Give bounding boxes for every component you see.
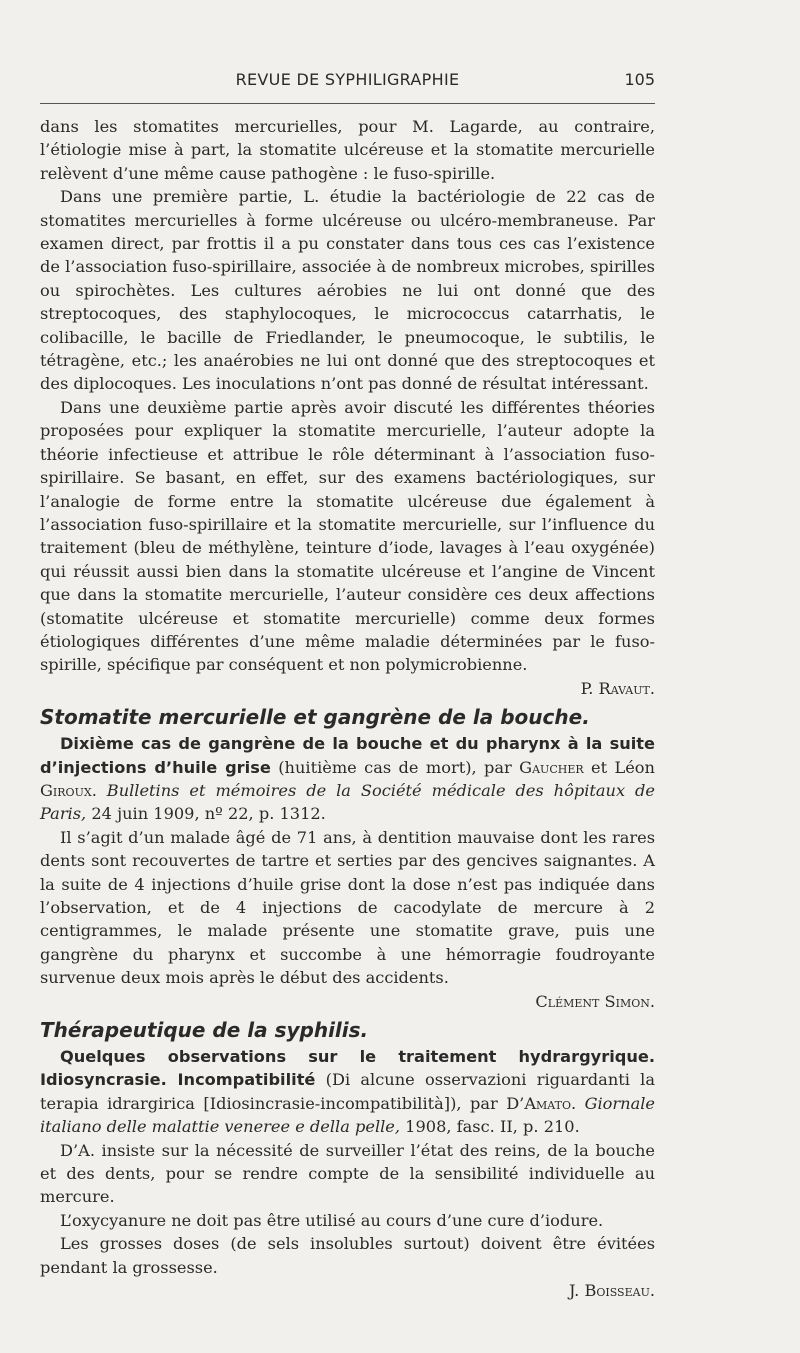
paragraph: Dans une première partie, L. étudie la bactériologie de 22 cas de stomatites mercurielles à forme ulcéreuse ou ulcéro-membraneuse. Par examen direct, par frottis il a pu constater dans tous ces cas l’existence de l’association fuso-spirillaire, associée à de nombreux microbes, spirilles ou spirochètes. Les cultures aérobies ne lui ont donné que des streptocoques, des staphylocoques, le micrococcus catarrhatis, le colibacille, le bacille de Friedlander, le pneumocoque, le subtilis, le tétragène, etc.; les anaérobies ne lui ont donné que des streptocoques et des diplocoques. Les inoculations n’ont pas donné de résultat intéressant. xyxy=(40,187,655,394)
paragraph-text: Les grosses doses (de sels insolubles surtout) doivent être évitées pendant la grossesse. xyxy=(40,1234,655,1277)
reference-note: (huitième cas de mort), par xyxy=(270,757,520,777)
page-body xyxy=(40,115,655,1303)
paragraph-text: Dans une deuxième partie après avoir discuté les différentes théories proposées pour expliquer la stomatite mercurielle, l’auteur adopte la théorie infectieuse et attribue le rôle déterminant à l’association fuso-spirillaire. Se basant, en effet, sur des examens bactériologiques, sur l’analogie de forme entre la stomatite ulcéreuse due également à l’association fuso-spirillaire et la stomatite mercurielle, sur l’influence du traitement (bleu de méthylène, teinture d’iode, lavages à l’eau oxygénée) qui réussit aussi bien dans la stomatite ulcéreuse et l’angine de Vincent que dans la stomatite mercurielle, l’auteur considère ces deux affections (stomatite ulcéreuse et stomatite mercurielle) comme deux formes étiologiques différentes d’une même maladie déterminées par le fuso-spirille, spécifique par conséquent et non polymicrobienne. xyxy=(40,397,655,675)
author-name: Giroux xyxy=(40,780,92,800)
header-rule xyxy=(40,103,655,104)
paragraph: L’oxycyanure ne doit pas être utilisé au cours d’une cure d’iodure. xyxy=(60,1210,604,1230)
running-header xyxy=(40,66,655,94)
reference-entry xyxy=(40,732,655,826)
reference-note: (Di alcune osservazioni riguardanti la terapia idrargirica [Idiosincrasie-incompatibilità]), par D’ xyxy=(40,1070,655,1113)
section-title: Stomatite mercurielle et gangrène de la bouche. xyxy=(40,705,590,730)
signature: J. Boisseau. xyxy=(568,1281,655,1301)
journal-name: Bulletins et mémoires de la Société médicale des hôpitaux de Paris, xyxy=(40,780,655,824)
journal-name: Giornale italiano delle malattie veneree e della pelle, xyxy=(40,1093,655,1137)
paragraph xyxy=(40,396,655,700)
signature: Clément Simon. xyxy=(535,991,655,1011)
reference-title: Dixième cas de gangrène de la bouche et du pharynx à la suite d’injections d’huile grise xyxy=(40,734,655,777)
paragraph xyxy=(40,826,655,1013)
page-number: 105 xyxy=(624,70,655,89)
paragraph: dans les stomatites mercurielles, pour M. Lagarde, au contraire, l’étiologie mise à part, la stomatite ulcéreuse et la stomatite mercurielle relèvent d’une même cause pathogène : le fuso-spirille. xyxy=(40,117,655,183)
paragraph: D’A. insiste sur la nécessité de surveiller l’état des reins, de la bouche et des dents, pour se rendre compte de la sensibilité individuelle au mercure. xyxy=(40,1140,655,1207)
citation: 1908, fasc. II, p. 210. xyxy=(400,1117,580,1137)
paragraph xyxy=(40,1232,655,1302)
citation: 24 juin 1909, nº 22, p. 1312. xyxy=(86,804,326,824)
running-title: REVUE DE SYPHILIGRAPHIE xyxy=(235,70,460,89)
paragraph-text: Il s’agit d’un malade âgé de 71 ans, à dentition mauvaise dont les rares dents sont recouvertes de tartre et serties par des gencives saignantes. A la suite de 4 injections d’huile grise dont la dose n’est pas indiquée dans l’observation, et de 4 injections de cacodylate de mercure à 2 centigrammes, le malade présente une stomatite grave, puis une gangrène du pharynx et succombe à une hémorragie foudroyante survenue deux mois après le début des accidents. xyxy=(40,827,655,988)
section-title: Thérapeutique de la syphilis. xyxy=(40,1018,369,1043)
author-join: et Léon xyxy=(583,757,655,777)
author-name: Amato xyxy=(524,1093,571,1113)
punctuation: . xyxy=(91,780,107,800)
punctuation: . xyxy=(570,1093,585,1113)
reference-entry xyxy=(40,1045,655,1139)
author-name: Gaucher xyxy=(519,757,584,777)
signature: P. Ravaut. xyxy=(580,678,655,698)
reference-title: Quelques observations sur le traitement hydrargyrique. Idiosyncrasie. Incompatibilité xyxy=(40,1047,655,1090)
